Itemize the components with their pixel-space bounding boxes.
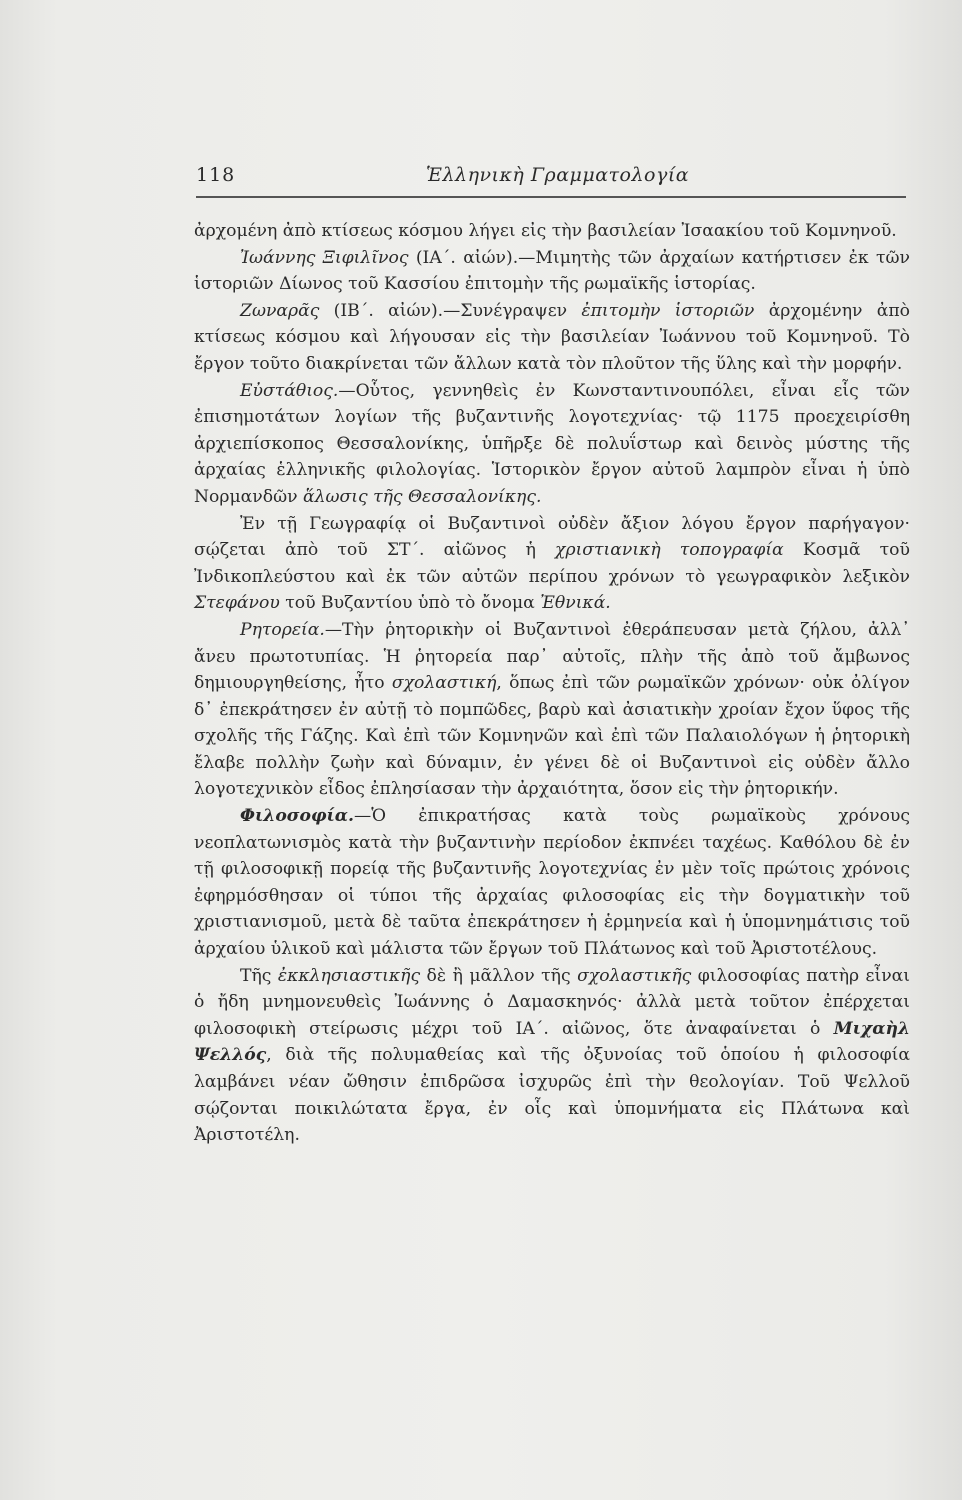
paragraph: [194, 963, 910, 1149]
text-run: Τῆς: [240, 965, 278, 986]
text-run: φιλοσοφίας πατὴρ εἶναι ὁ ἤδη μνημονευθεὶς Ἰωάννης ὁ Δαμασκηνός· ἀλλὰ μετὰ τοῦτον ἐπέρχεται φιλοσοφικὴ στείρωσις μέχρι τοῦ ΙΑ΄. αἰῶνος, ὅτε ἀναφαίνεται ὁ: [194, 965, 910, 1039]
emphasized-text-run: σχολαστικῆς: [577, 965, 692, 986]
page-header: [196, 160, 906, 198]
emphasized-text-run: Ἰωάννης Ξιφιλῖνος: [240, 247, 409, 268]
text-run: —Οὗτος, γεννηθεὶς ἐν Κωνσταντινουπόλει, εἶναι εἷς τῶν ἐπισημοτάτων λογίων τῆς βυζαντινῆς λογοτεχνίας· τῷ 1175 προεχειρίσθη ἀρχιεπίσκοπος Θεσσαλονίκης, ὑπῆρξε δὲ πολυΐστωρ καὶ δεινὸς μύστης τῆς ἀρχαίας ἑλληνικῆς φιλολογίας. Ἱστορικὸν ἔργον αὐτοῦ λαμπρὸν εἶναι ἡ ὑπὸ Νορμανδῶν: [194, 380, 910, 507]
paragraph: [194, 218, 910, 245]
text-run: (ΙΒ΄. αἰών).—Συνέγραψεν: [319, 300, 582, 321]
text-run: τοῦ Βυζαντίου ὑπὸ τὸ ὄνομα: [279, 593, 541, 614]
emphasized-text-run: Ἐθνικά.: [540, 593, 611, 614]
paragraph: [194, 617, 910, 803]
emphasized-text-run: σχολαστική: [391, 673, 497, 694]
emphasized-text-run: Ζωναρᾶς: [240, 300, 320, 321]
paragraph: [194, 298, 910, 378]
text-run: (ΙΑ΄. αἰών).—Μιμητὴς τῶν ἀρχαίων κατήρτισεν ἐκ τῶν ἱστοριῶν Δίωνος τοῦ Κασσίου ἐπιτομὴν τῆς ρωμαϊκῆς ἱστορίας.: [194, 247, 910, 295]
text-run: —Τὴν ῥητορικὴν οἱ Βυζαντινοὶ ἐθεράπευσαν μετὰ ζήλου, ἀλλ᾽ ἄνευ πρωτοτυπίας. Ἡ ῥητορεία παρ᾽ αὐτοῖς, πλὴν τῆς ἀπὸ τοῦ ἄμβωνος δημιουργηθείσης, ἦτο: [194, 619, 910, 694]
emphasized-text-run: χριστιανικὴ τοπογραφία: [555, 540, 784, 561]
emphasized-text-run: Εὐστάθιος.: [240, 380, 339, 401]
running-title: Ἑλληνικὴ Γραμματολογία: [426, 164, 690, 186]
emphasized-text-run: Μιχαὴλ Ψελλός: [194, 1018, 910, 1066]
text-run: δὲ ἢ μᾶλλον τῆς: [420, 965, 578, 986]
paragraph: [194, 803, 910, 963]
emphasized-text-run: ἐπιτομὴν ἱστοριῶν: [581, 300, 755, 321]
text-run: ἀρχομένην ἀπὸ κτίσεως κόσμου καὶ λήγουσαν εἰς τὴν βασιλείαν Ἰωάννου τοῦ Κομνηνοῦ. Τὸ ἔργον τοῦτο διακρίνεται τῶν ἄλλων κατὰ τὸν πλοῦτον τῆς ὕλης καὶ τὴν μορφήν.: [194, 300, 910, 374]
text-run: , ὅπως ἐπὶ τῶν ρωμαϊκῶν χρόνων· οὐκ ὀλίγον δ᾽ ἐπεκράτησεν ἐν αὐτῇ τὸ πομπῶδες, βαρὺ καὶ ἀσιατικὴν χροίαν ἔχον ὕφος τῆς σχολῆς τῆς Γάζης. Καὶ ἐπὶ τῶν Κομνηνῶν καὶ ἐπὶ τῶν Παλαιολόγων ἡ ῥητορικὴ ἔλαβε πολλὴν ζωὴν καὶ δύναμιν, ἐν γένει δὲ οἱ Βυζαντινοὶ εἰς οὐδὲν ἄλλο λογοτεχνικὸν εἶδος ἐπλησίασαν τὴν ἀρχαιότητα, ὅσον εἰς τὴν ῥητορικήν.: [194, 673, 910, 800]
page-number: 118: [196, 164, 236, 186]
text-run: ἀρχομένη ἀπὸ κτίσεως κόσμου λήγει εἰς τὴν βασιλείαν Ἰσαακίου τοῦ Κομνηνοῦ.: [194, 221, 897, 241]
paragraph: [194, 245, 910, 298]
emphasized-text-run: Φιλοσοφία.: [240, 806, 355, 827]
body-text: [194, 218, 910, 1149]
emphasized-text-run: ἐκκλησιαστικῆς: [277, 965, 421, 986]
emphasized-text-run: ἅλωσις τῆς Θεσσαλονίκης.: [303, 486, 542, 507]
emphasized-text-run: Στεφάνου: [194, 593, 280, 614]
paragraph: [194, 378, 910, 511]
text-run: —Ὁ ἐπικρατήσας κατὰ τοὺς ρωμαϊκοὺς χρόνους νεοπλατωνισμὸς κατὰ τὴν βυζαντινὴν περίοδον ἐκπνέει ταχέως. Καθόλου δὲ ἐν τῇ φιλοσοφικῇ πορείᾳ τῆς βυζαντινῆς λογοτεχνίας ἐν μὲν τοῖς πρώτοις χρόνοις ἐφηρμόσθησαν οἱ τύποι τῆς ἀρχαίας φιλοσοφίας εἰς τὴν δογματικὴν τοῦ χριστιανισμοῦ, μετὰ δὲ ταῦτα ἐπεκράτησεν ἡ ἑρμηνεία καὶ ἡ ὑπομνημάτισις τοῦ ἀρχαίου ὑλικοῦ καὶ μάλιστα τῶν ἔργων τοῦ Πλάτωνος καὶ τοῦ Ἀριστοτέλους.: [194, 806, 910, 960]
text-run: , διὰ τῆς πολυμαθείας καὶ τῆς ὀξυνοίας τοῦ ὁποίου ἡ φιλοσοφία λαμβάνει νέαν ὤθησιν ἐπιδρῶσα ἰσχυρῶς ἐπὶ τὴν θεολογίαν. Τοῦ Ψελλοῦ σῴζονται ποικιλώτατα ἔργα, ἐν οἷς καὶ ὑπομνήματα εἰς Πλάτωνα καὶ Ἀριστοτέλη.: [194, 1045, 910, 1146]
text-run: Ἐν τῇ Γεωγραφίᾳ οἱ Βυζαντινοὶ οὐδὲν ἄξιον λόγου ἔργον παρήγαγον· σῴζεται ἀπὸ τοῦ ΣΤ΄. αἰῶνος ἡ: [194, 513, 910, 561]
text-run: Κοσμᾶ τοῦ Ἰνδικοπλεύστου καὶ ἐκ τῶν αὐτῶν περίπου χρόνων τὸ γεωγραφικὸν λεξικὸν: [194, 540, 910, 587]
paragraph: [194, 511, 910, 617]
emphasized-text-run: Ρητορεία.: [240, 619, 325, 640]
